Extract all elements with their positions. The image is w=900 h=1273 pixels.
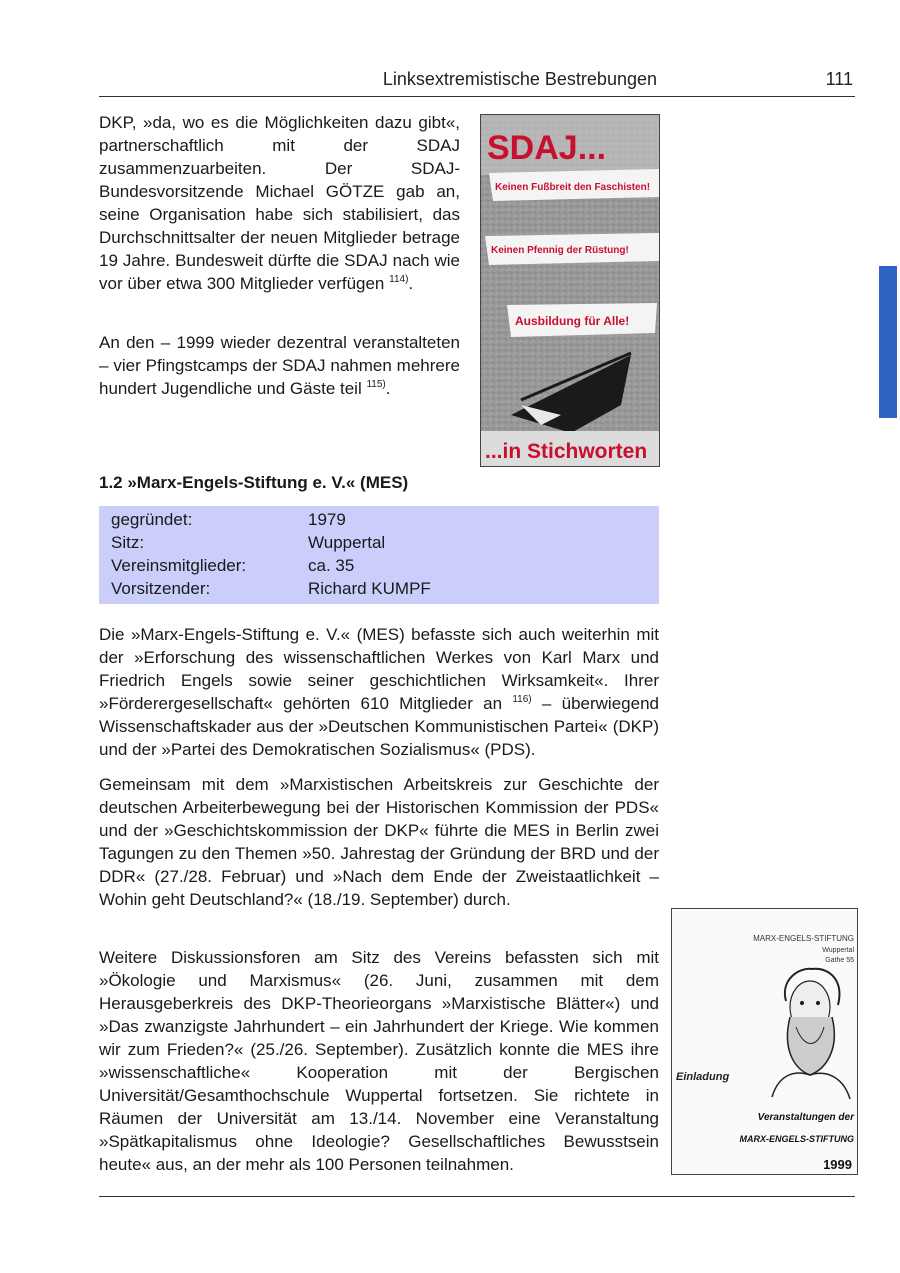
- poster-title: SDAJ...: [487, 129, 607, 167]
- mes-invitation-image: [671, 908, 858, 1175]
- running-title: Linksextremistische Bestrebungen: [382, 69, 657, 89]
- paragraph-text: – überwiegend Wissenschaftskader aus der »Deutschen Kommunistischen Partei« (DKP) und der »Partei des Demokratischen Sozialismus« (PDS).: [99, 694, 659, 759]
- paragraph-mes-2: Gemeinsam mit dem »Marxistischen Arbeitskreis zur Geschichte der deutschen Arbeiterbewegung bei der Historischen Kommission der PDS« und der »Geschichtskommission der DKP« führte die MES in Berlin zwei Tagungen zu den Themen »50. Jahrestag der Gründung der BRD und der DDR« (27./28. Februar) und »Nach dem Ende der Zweistaatlichkeit – Wohin geht Deutschland?« (18./19. September) durch.: [99, 775, 659, 909]
- info-label: Vereinsmitglieder:: [111, 556, 247, 575]
- sdaj-poster-image: [480, 114, 660, 467]
- info-value: 1979: [308, 510, 346, 529]
- flyer-address: Gathe 55: [825, 957, 854, 964]
- running-header: [99, 66, 855, 97]
- marx-portrait-icon: [772, 969, 850, 1099]
- paragraph-mes-3: Weitere Diskussionsforen am Sitz des Vereins befassten sich mit »Ökologie und Marxismus« (26. Juni, zusammen mit dem Herausgeberkreis des DKP-Theorieorgans »Marxistische Blätter«) und »Das zwanzigste Jahrhundert – ein Jahrhundert der Kriege. Wie kommen wir zum Frieden?« (25./26. September). Zusätzlich konnte die MES ihre »wissenschaftliche« Kooperation mit der Bergischen Universität/Gesamthochschule Wuppertal fortsetzen. Sie richtete in Räumen der Universität am 13./14. November eine Veranstaltung »Spätkapitalismus ohne Ideologie? Gesellschaftliches Bewusstsein heute« aus, an der mehr als 100 Personen teilnahmen.: [99, 948, 659, 1174]
- flyer-invite: Einladung: [676, 1071, 730, 1083]
- footer-rule: [99, 1196, 855, 1197]
- poster-banner-3: Ausbildung für Alle!: [515, 314, 630, 328]
- page-number: 111: [825, 69, 853, 89]
- info-label: gegründet:: [111, 510, 193, 529]
- info-value: Richard KUMPF: [308, 579, 431, 598]
- paragraph-mes-1: [99, 623, 659, 761]
- chapter-tab: [879, 266, 897, 418]
- poster-bottom-text: ...in Stichworten: [485, 440, 648, 463]
- info-label: Vorsitzender:: [111, 579, 211, 598]
- paragraph-text: An den – 1999 wieder dezentral veranstalteten – vier Pfingstcamps der SDAJ nahmen mehrere hundert Jugendliche und Gäste teil: [99, 333, 460, 398]
- paragraph-sdaj-2: An den – 1999 wieder dezentral veranstalteten – vier Pfingstcamps der SDAJ nahmen mehrere hundert Jugendliche und Gäste teil $^{115)}$.: [99, 333, 460, 398]
- flyer-city: Wuppertal: [822, 947, 854, 954]
- paragraph-sdaj-1: DKP, »da, wo es die Möglichkeiten dazu gibt«, partnerschaftlich mit der SDAJ zusammenzuarbeiten. Der SDAJ-Bundesvorsitzende Michael GÖTZE gab an, seine Organisation habe sich stabilisiert, das Durchschnittsalter der neuen Mitglieder betrage 19 Jahre. Bundesweit dürfte die SDAJ nach wie vor über etwa 300 Mitglieder verfügen $^{114)}$.: [99, 113, 460, 293]
- info-label: Sitz:: [111, 533, 145, 552]
- flyer-events: Veranstaltungen der: [757, 1112, 854, 1123]
- poster-banner-1: Keinen Fußbreit den Faschisten!: [495, 182, 651, 193]
- paragraph-text: Die »Marx-Engels-Stiftung e. V.« (MES) befasste sich auch weiterhin mit der »Erforschung des wissenschaftlichen Werkes von Karl Marx und Friedrich Engels sowie seiner geschichtlichen Wirksamkeit«. Ihrer »Förderergesellschaft« gehörten 610 Mitglieder an: [99, 625, 659, 713]
- info-value: ca. 35: [308, 556, 355, 575]
- paragraph-text: DKP, »da, wo es die Möglichkeiten dazu gibt«, partnerschaftlich mit der SDAJ zusammenzuarbeiten. Der SDAJ-Bundesvorsitzende Michael GÖTZE gab an, seine Organisation habe sich stabilisiert, das Durchschnittsalter der neuen Mitglieder betrage 19 Jahre. Bundesweit dürfte die SDAJ nach wie vor über etwa 300 Mitglieder verfügen: [99, 113, 460, 293]
- footnote-ref: 114): [389, 274, 409, 285]
- footnote-ref: 115): [366, 379, 386, 390]
- section-heading: 1.2 »Marx-Engels-Stiftung e. V.« (MES): [99, 473, 409, 492]
- flyer-org-2: MARX-ENGELS-STIFTUNG: [739, 1134, 854, 1144]
- footnote-ref: 116): [512, 694, 532, 705]
- info-box: [99, 506, 659, 604]
- poster-banner-2: Keinen Pfennig der Rüstung!: [491, 245, 629, 256]
- flyer-year: 1999: [823, 1157, 852, 1172]
- flyer-org: MARX-ENGELS-STIFTUNG: [753, 934, 854, 943]
- info-value: Wuppertal: [308, 533, 386, 552]
